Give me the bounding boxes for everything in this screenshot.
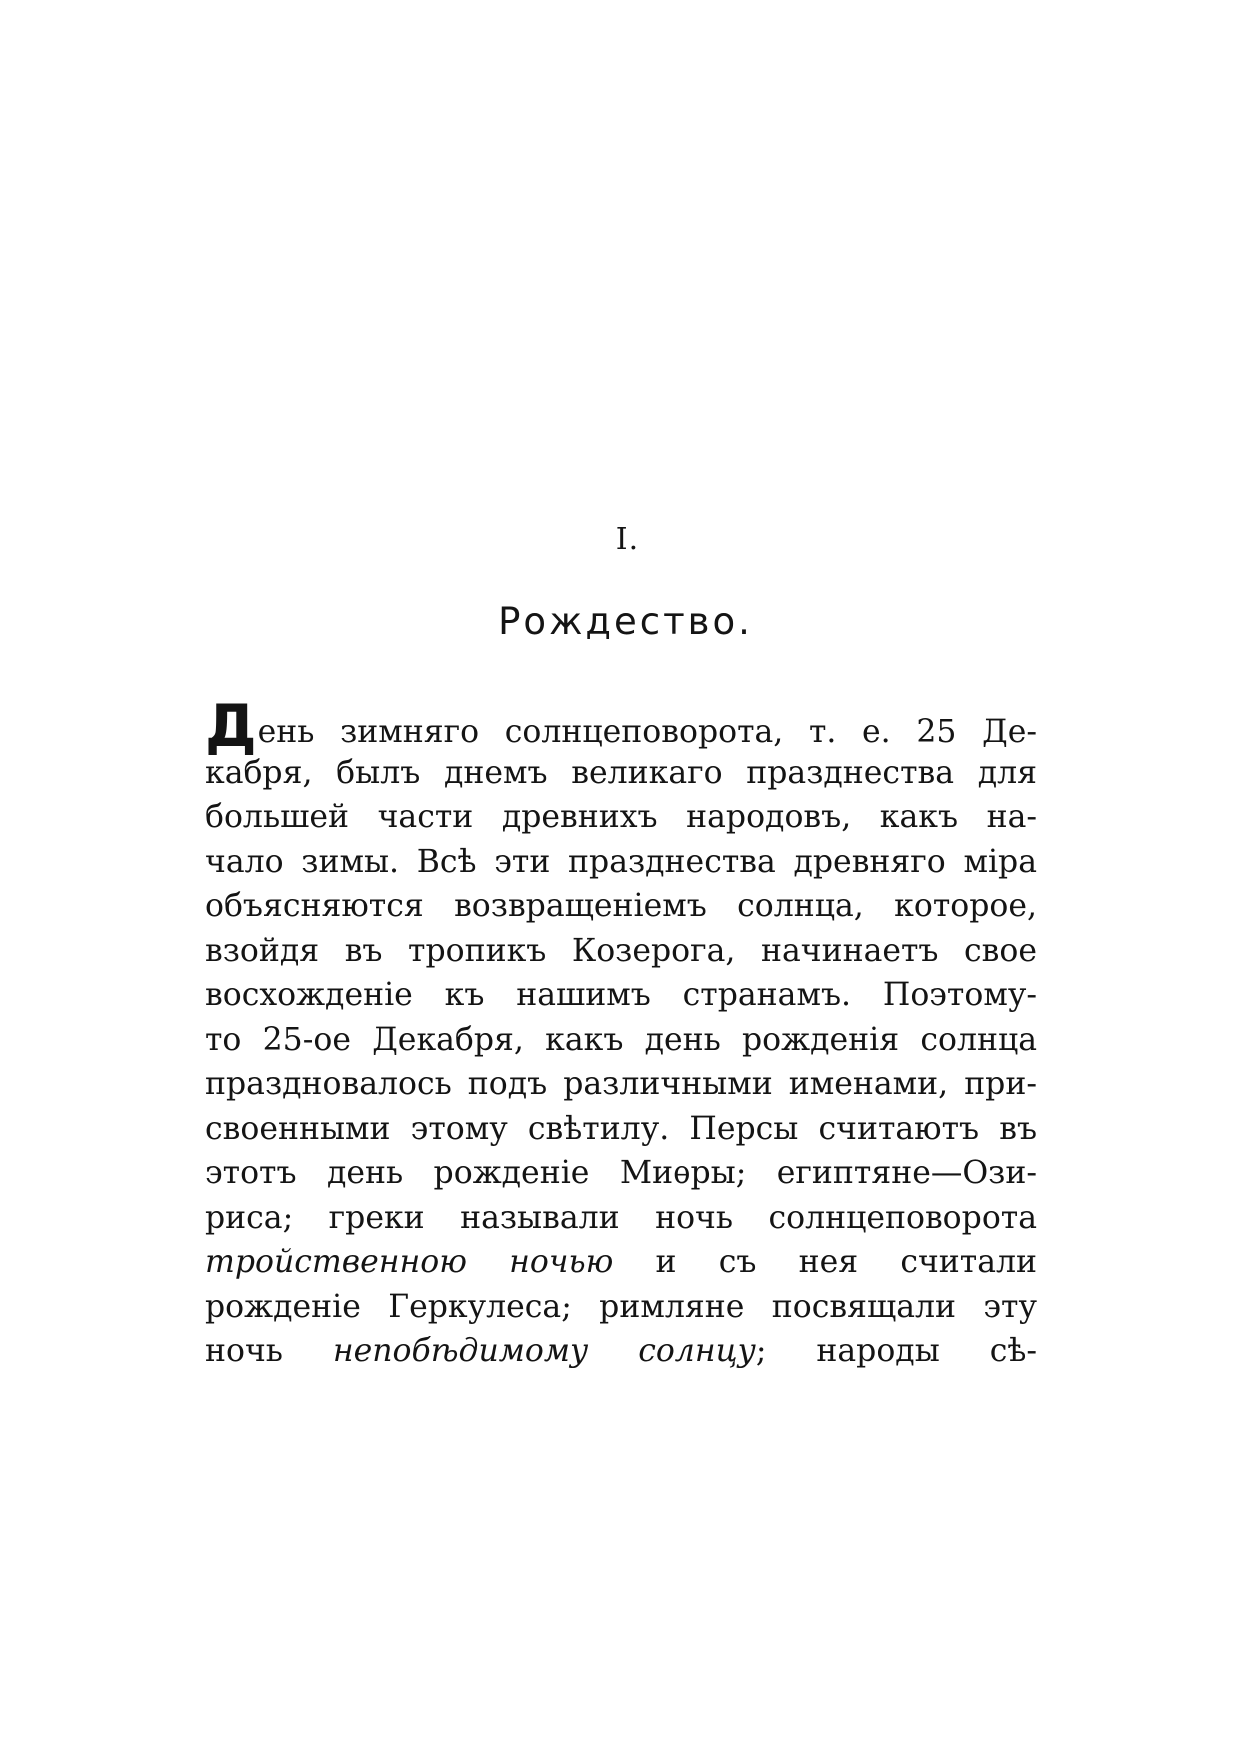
line-segment: ; народы сѣ- (755, 1333, 1037, 1369)
text-line-2 (205, 751, 1037, 796)
line-segment: чало зимы. Всѣ эти празднества древняго міра (205, 843, 1037, 880)
line-segment: кабря, былъ днемъ великаго празднества для (205, 754, 1037, 791)
line-segment: большей части древнихъ народовъ, какъ на- (205, 799, 1037, 835)
italic-phrase: тройственною ночью (205, 1244, 614, 1280)
italic-phrase: непобѣдимому солнцу (332, 1333, 756, 1369)
text-line-13 (205, 1240, 1037, 1285)
text-line-1 (205, 692, 1037, 760)
chapter-number: I. (615, 522, 640, 557)
line-segment: и съ нея считали (613, 1244, 1037, 1280)
line-segment: объясняются возвращеніемъ солнца, которое, (205, 888, 1037, 924)
text-line-5 (205, 884, 1037, 929)
chapter-title: Рождество. (498, 600, 753, 643)
text-line-11 (205, 1151, 1037, 1196)
body-text (205, 692, 1037, 1374)
line-segment: риса; греки называли ночь солнцеповорота (205, 1199, 1037, 1236)
line-segment: праздновалось подъ различными именами, при- (205, 1066, 1037, 1102)
line-segment: то 25-ое Декабря, какъ день рожденія солнца (205, 1021, 1037, 1058)
text-line-12 (205, 1196, 1037, 1241)
text-line-9 (205, 1062, 1037, 1107)
line-segment: рожденіе Геркулеса; римляне посвящали эту (205, 1288, 1037, 1325)
line-segment: ночь (205, 1333, 333, 1369)
text-line-3 (205, 795, 1037, 840)
drop-cap: Д (205, 692, 257, 760)
line-segment: взойдя въ тропикъ Козерога, начинаетъ свое (205, 932, 1037, 969)
text-line-6 (205, 929, 1037, 974)
line-segment: восхожденіе къ нашимъ странамъ. Поэтому- (205, 977, 1037, 1013)
text-line-14 (205, 1285, 1037, 1330)
text-line-7 (205, 973, 1037, 1018)
line-segment: ень зимняго солнцеповорота, т. е. 25 Де- (257, 714, 1037, 750)
text-line-4 (205, 840, 1037, 885)
text-line-8 (205, 1018, 1037, 1063)
text-line-15 (205, 1329, 1037, 1374)
line-segment: этотъ день рожденіе Миѳры; египтяне—Ози- (205, 1155, 1037, 1191)
line-segment: своенными этому свѣтилу. Персы считаютъ въ (205, 1110, 1037, 1147)
text-line-10 (205, 1107, 1037, 1152)
